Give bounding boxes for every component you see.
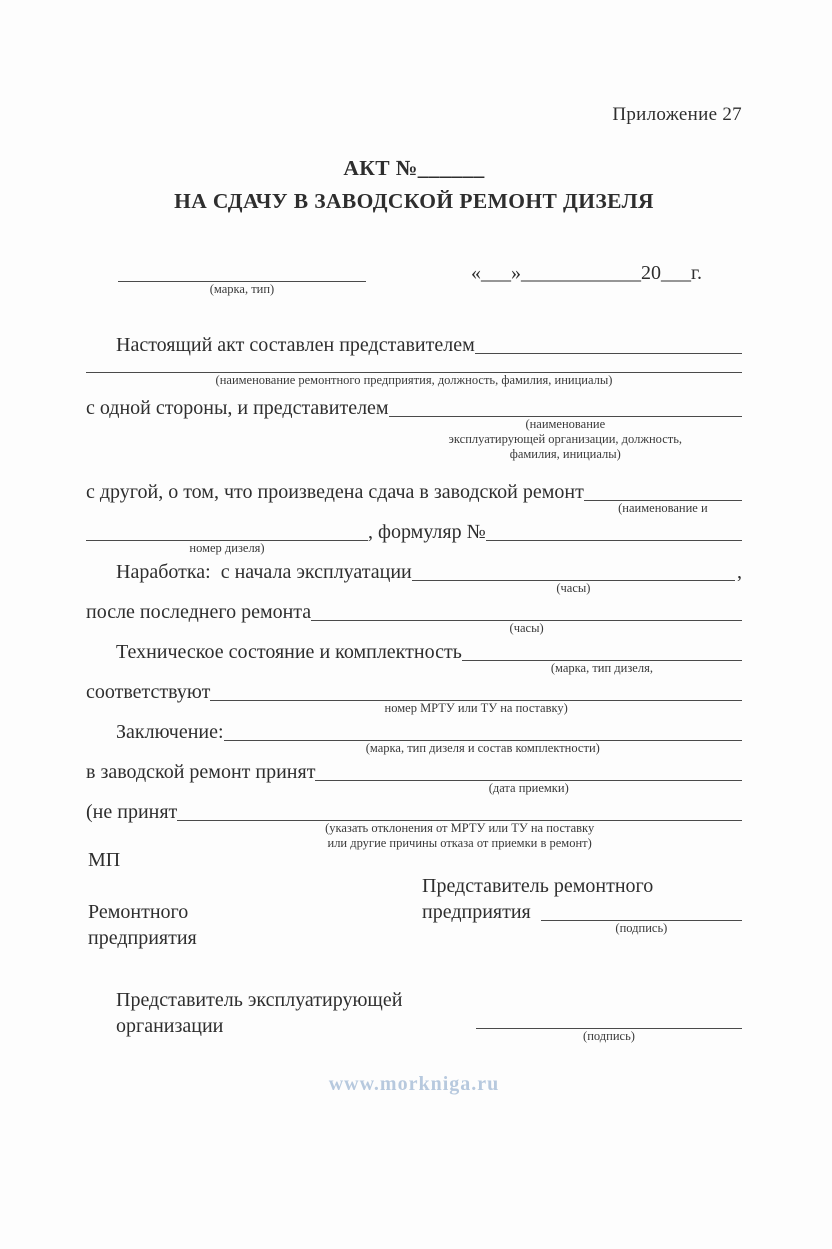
blank-line [475, 353, 742, 354]
trailing-comma: , [737, 561, 742, 583]
seal-owner-line: Ремонтного [88, 901, 189, 923]
paragraph-repair-org-line [86, 372, 742, 387]
signature-section-top [86, 847, 742, 951]
paragraph-text: Настоящий акт составлен представителем [116, 334, 475, 356]
doc-subtitle: НА СДАЧУ В ЗАВОДСКОЙ РЕМОНТ ДИЗЕЛЯ [174, 189, 654, 213]
blank-line [86, 372, 742, 387]
caption-line: (указать отклонения от МРТУ или ТУ на поставку [325, 821, 595, 835]
paragraph-text: в заводской ремонт принят [86, 761, 316, 783]
blank-line [389, 416, 742, 461]
paragraph-composed-by [86, 332, 742, 358]
paragraph-text: Техническое состояние и комплектность [116, 641, 462, 663]
blank-line [210, 700, 742, 715]
paragraph-text: с одной стороны, и представителем [86, 397, 389, 419]
blank-line [311, 620, 742, 635]
signature-caption: (подпись) [615, 921, 668, 935]
operator-signature-area [476, 987, 742, 1043]
diesel-number-caption: номер дизеля) [189, 541, 265, 555]
paragraph-operating-hours-total [86, 559, 742, 595]
seal-owner-label [88, 899, 422, 951]
blank-line [177, 820, 742, 850]
paragraph-technical-state [86, 639, 742, 675]
caption-line: или другие причины отказа от приемки в ремонт) [327, 836, 592, 850]
blank-line [462, 660, 742, 675]
caption-line: фамилия, инициалы) [509, 447, 621, 461]
seal-block [86, 847, 422, 951]
marka-date-row [86, 260, 742, 296]
paragraph-formular [86, 519, 742, 555]
paragraph-text: , формуляр № [368, 521, 486, 543]
operator-rep-line: Представитель эксплуатирующей [116, 989, 403, 1011]
paragraph-one-side [86, 395, 742, 461]
paragraph-other-side [86, 479, 742, 515]
marka-caption: (марка, тип) [209, 282, 275, 296]
blank-line [315, 780, 742, 795]
form-body [86, 332, 742, 850]
paragraph-conclusion [86, 719, 742, 755]
signature-blank-line [476, 1028, 742, 1043]
page-content [0, 104, 832, 1096]
paragraph-text: (не принят [86, 801, 178, 823]
paragraph-text: после последнего ремонта [86, 601, 312, 623]
paragraph-text: Наработка: с начала эксплуатации [116, 561, 412, 583]
seal-mark: МП [88, 849, 121, 871]
marka-blank-line [118, 281, 366, 296]
annex-label: Приложение 27 [612, 104, 742, 125]
signature-caption: (подпись) [583, 1029, 635, 1043]
paragraph-text: соответствуют [86, 681, 211, 703]
diesel-number-blank-line [86, 540, 368, 555]
repair-rep-line: предприятия [422, 901, 531, 923]
seal-owner-line: предприятия [88, 927, 197, 949]
name-and-caption: (наименование и [618, 501, 708, 515]
blank-line [224, 740, 742, 755]
hours-caption: (часы) [509, 621, 544, 635]
completeness-caption: (марка, тип дизеля и состав комплектности) [365, 741, 600, 755]
caption-line: (наименование [525, 417, 606, 431]
operating-org-caption [389, 417, 742, 462]
repair-representative-block [422, 873, 742, 951]
blank-line [486, 540, 742, 541]
paragraph-text: с другой, о том, что произведена сдача в заводской ремонт [86, 481, 584, 503]
signature-section-bottom [86, 987, 742, 1043]
watermark-text: www.morkniga.ru [328, 1073, 500, 1095]
signature-blank-line [541, 920, 742, 935]
doc-title: АКТ №______ [343, 156, 485, 180]
paragraph-hours-since-repair [86, 599, 742, 635]
caption-line: эксплуатирующей организации, должность, [448, 432, 683, 446]
paragraph-text: Заключение: [116, 721, 224, 743]
paragraph-not-accepted [86, 799, 742, 850]
mrtu-caption: номер МРТУ или ТУ на поставку) [384, 701, 568, 715]
hours-caption: (часы) [556, 581, 591, 595]
diesel-type-caption: (марка, тип дизеля, [550, 661, 653, 675]
paragraph-conform [86, 679, 742, 715]
repair-rep-line: Представитель ремонтного [422, 875, 654, 897]
operator-rep-line: организации [116, 1015, 224, 1037]
blank-line [584, 500, 742, 515]
repair-org-caption: (наименование ремонтного предприятия, должность, фамилия, инициалы) [215, 373, 613, 387]
paragraph-accepted [86, 759, 742, 795]
rejection-reason-caption [177, 821, 742, 851]
operator-representative-block [86, 987, 476, 1039]
acceptance-date-caption: (дата приемки) [488, 781, 569, 795]
blank-line [412, 580, 735, 595]
date-field: «___»____________20___г. [471, 262, 702, 284]
